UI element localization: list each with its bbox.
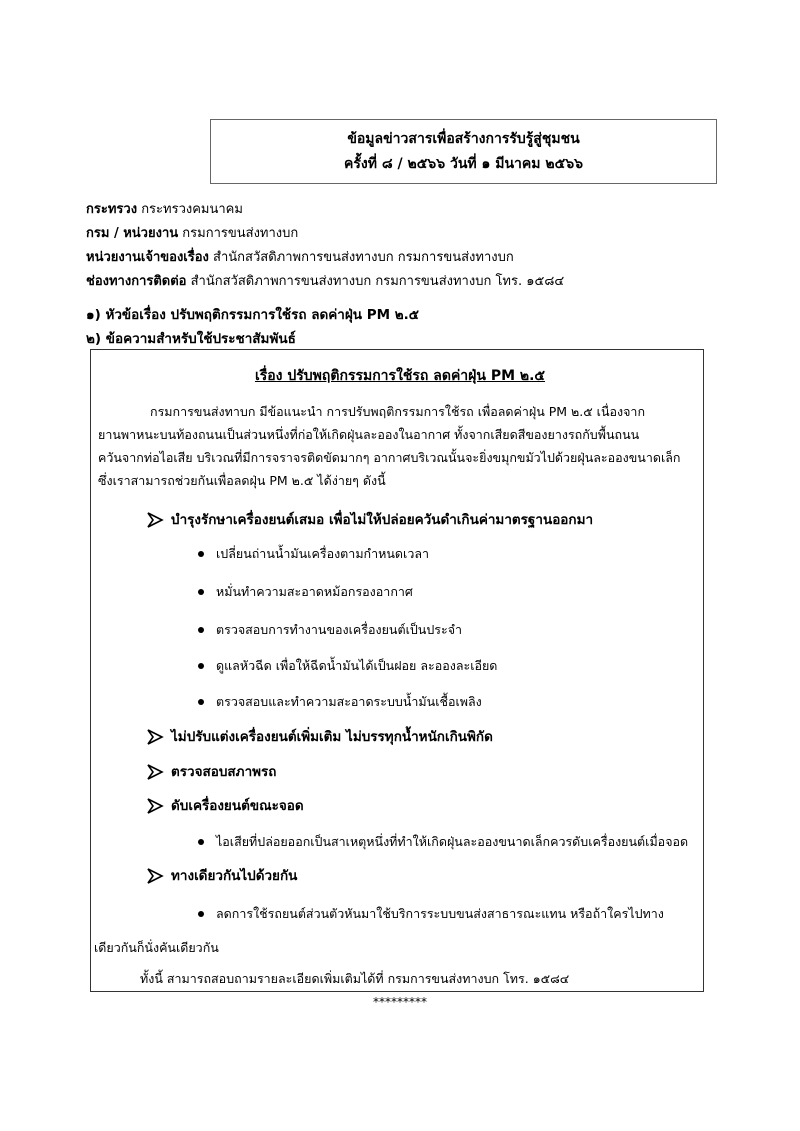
maintenance-item-text: เปลี่ยนถ่านน้ำมันเครื่องตามกำหนดเวลา <box>216 546 430 561</box>
header-title: ข้อมูลข่าวสารเพื่อสร้างการรับรู้สู่ชุมชน <box>347 131 580 147</box>
idle-item-text: ไอเสียที่ปล่อยออกเป็นสาเหตุหนึ่งที่ทำให้เกิดฝุ่นละอองขนาดเล็กควรดับเครื่องยนต์เมื่อจอด <box>216 834 689 849</box>
contact-line <box>86 272 564 292</box>
maintenance-item <box>198 692 482 712</box>
carpool-item-text: ลดการใช้รถยนต์ส่วนตัวหันมาใช้บริการระบบขนส่งสาธารณะแทน หรือถ้าใครไปทาง <box>216 906 664 921</box>
department-line <box>86 224 298 244</box>
idle-item <box>198 832 688 852</box>
bullet-dot-icon <box>198 551 204 557</box>
maintenance-item-text: ตรวจสอบและทำความสะอาดระบบน้ำมันเชื้อเพลิง <box>216 694 482 709</box>
maintenance-item <box>198 582 413 602</box>
maintenance-item <box>198 656 497 676</box>
topic-heading: ๑) หัวข้อเรื่อง ปรับพฤติกรรมการใช้รถ ลดค่าฝุ่น PM ๒.๕ <box>86 307 419 323</box>
pr-message-heading: ๒) ข้อความสำหรับใช้ประชาสัมพันธ์ <box>86 331 296 347</box>
tip-maintenance <box>147 510 593 530</box>
contact-label: ช่องทางการติดต่อ <box>86 274 187 289</box>
bullet-dot-icon <box>198 663 204 669</box>
tip-engine-off-text: ดับเครื่องยนต์ขณะจอด <box>171 798 304 814</box>
tip-no-modify-text: ไม่ปรับแต่งเครื่องยนต์เพิ่มเติม ไม่บรรทุกน้ำหนักเกินพิกัด <box>171 729 493 745</box>
owner-line <box>86 248 514 268</box>
tip-carpool-text: ทางเดียวกันไปด้วยกัน <box>171 868 298 884</box>
ministry-value: กระทรวงคมนาคม <box>141 202 243 217</box>
carpool-continuation: เดียวกันก็นั่งคันเดียวกัน <box>94 940 219 955</box>
tip-engine-off <box>147 796 304 816</box>
tip-no-modify <box>147 727 493 747</box>
maintenance-item <box>198 544 429 564</box>
bullet-dot-icon <box>198 911 204 917</box>
contact-value: สำนักสวัสดิภาพการขนส่งทางบก กรมการขนส่งทางบก โทร. ๑๕๘๔ <box>190 274 565 289</box>
arrow-bullet-icon <box>147 868 164 884</box>
header-issue: ครั้งที่ ๘ / ๒๕๖๖ วันที่ ๑ มีนาคม ๒๕๖๖ <box>344 156 583 172</box>
tip-check-vehicle-text: ตรวจสอบสภาพรถ <box>171 764 277 780</box>
end-mark: ********* <box>373 995 427 1009</box>
intro-line-4: ซึ่งเราสามารถช่วยกันเพื่อลดฝุ่น PM ๒.๕ ได้ง่ายๆ ดังนี้ <box>98 473 386 488</box>
arrow-bullet-icon <box>147 729 164 745</box>
tip-check-vehicle <box>147 762 276 782</box>
ministry-line <box>86 200 243 220</box>
arrow-bullet-icon <box>147 798 164 814</box>
intro-line-3: ควันจากท่อไอเสีย บริเวณที่มีการจราจรติดขัดมากๆ อากาศบริเวณนั้นจะยิ่งขมุกขมัวไปด้วยฝุ่นละอองขนาดเล็ก <box>98 450 681 465</box>
intro-line-2: ยานพาหนะบนท้องถนนเป็นส่วนหนึ่งที่ก่อให้เกิดฝุ่นละอองในอากาศ ทั้งจากเสียดสีของยางรถกับพื้นถนน <box>98 427 640 442</box>
intro-line-1: กรมการขนส่งทาบก มีข้อแนะนำ การปรับพฤติกรรมการใช้รถ เพื่อลดค่าฝุ่น PM ๒.๕ เนื่องจาก <box>150 404 646 419</box>
maintenance-item-text: หมั่นทำความสะอาดหม้อกรองอากาศ <box>216 584 413 599</box>
maintenance-item <box>198 620 462 640</box>
bullet-dot-icon <box>198 627 204 633</box>
tip-maintenance-text: บำรุงรักษาเครื่องยนต์เสมอ เพื่อไม่ให้ปล่อยควันดำเกินค่ามาตรฐานออกมา <box>171 512 594 528</box>
maintenance-item-text: ตรวจสอบการทำงานของเครื่องยนต์เป็นประจำ <box>216 622 463 637</box>
carpool-item <box>198 904 664 924</box>
department-label: กรม / หน่วยงาน <box>86 226 179 241</box>
department-value: กรมการขนส่งทางบก <box>182 226 299 241</box>
ministry-label: กระทรวง <box>86 202 138 217</box>
maintenance-item-text: ดูแลหัวฉีด เพื่อให้ฉีดน้ำมันได้เป็นฝอย ละอองละเอียด <box>216 658 498 673</box>
owner-value: สำนักสวัสดิภาพการขนส่งทางบก กรมการขนส่งทางบก <box>213 250 514 265</box>
tip-carpool <box>147 866 297 886</box>
bullet-dot-icon <box>198 589 204 595</box>
arrow-bullet-icon <box>147 764 164 780</box>
bullet-dot-icon <box>198 839 204 845</box>
owner-label: หน่วยงานเจ้าของเรื่อง <box>86 250 209 265</box>
header-box <box>210 119 717 184</box>
arrow-bullet-icon <box>147 512 164 528</box>
bullet-dot-icon <box>198 699 204 705</box>
content-title: เรื่อง ปรับพฤติกรรมการใช้รถ ลดค่าฝุ่น PM ๒.๕ <box>254 368 546 384</box>
footer-contact: ทั้งนี้ สามารถสอบถามรายละเอียดเพิ่มเติมได้ที่ กรมการขนส่งทางบก โทร. ๑๕๘๔ <box>140 971 570 986</box>
